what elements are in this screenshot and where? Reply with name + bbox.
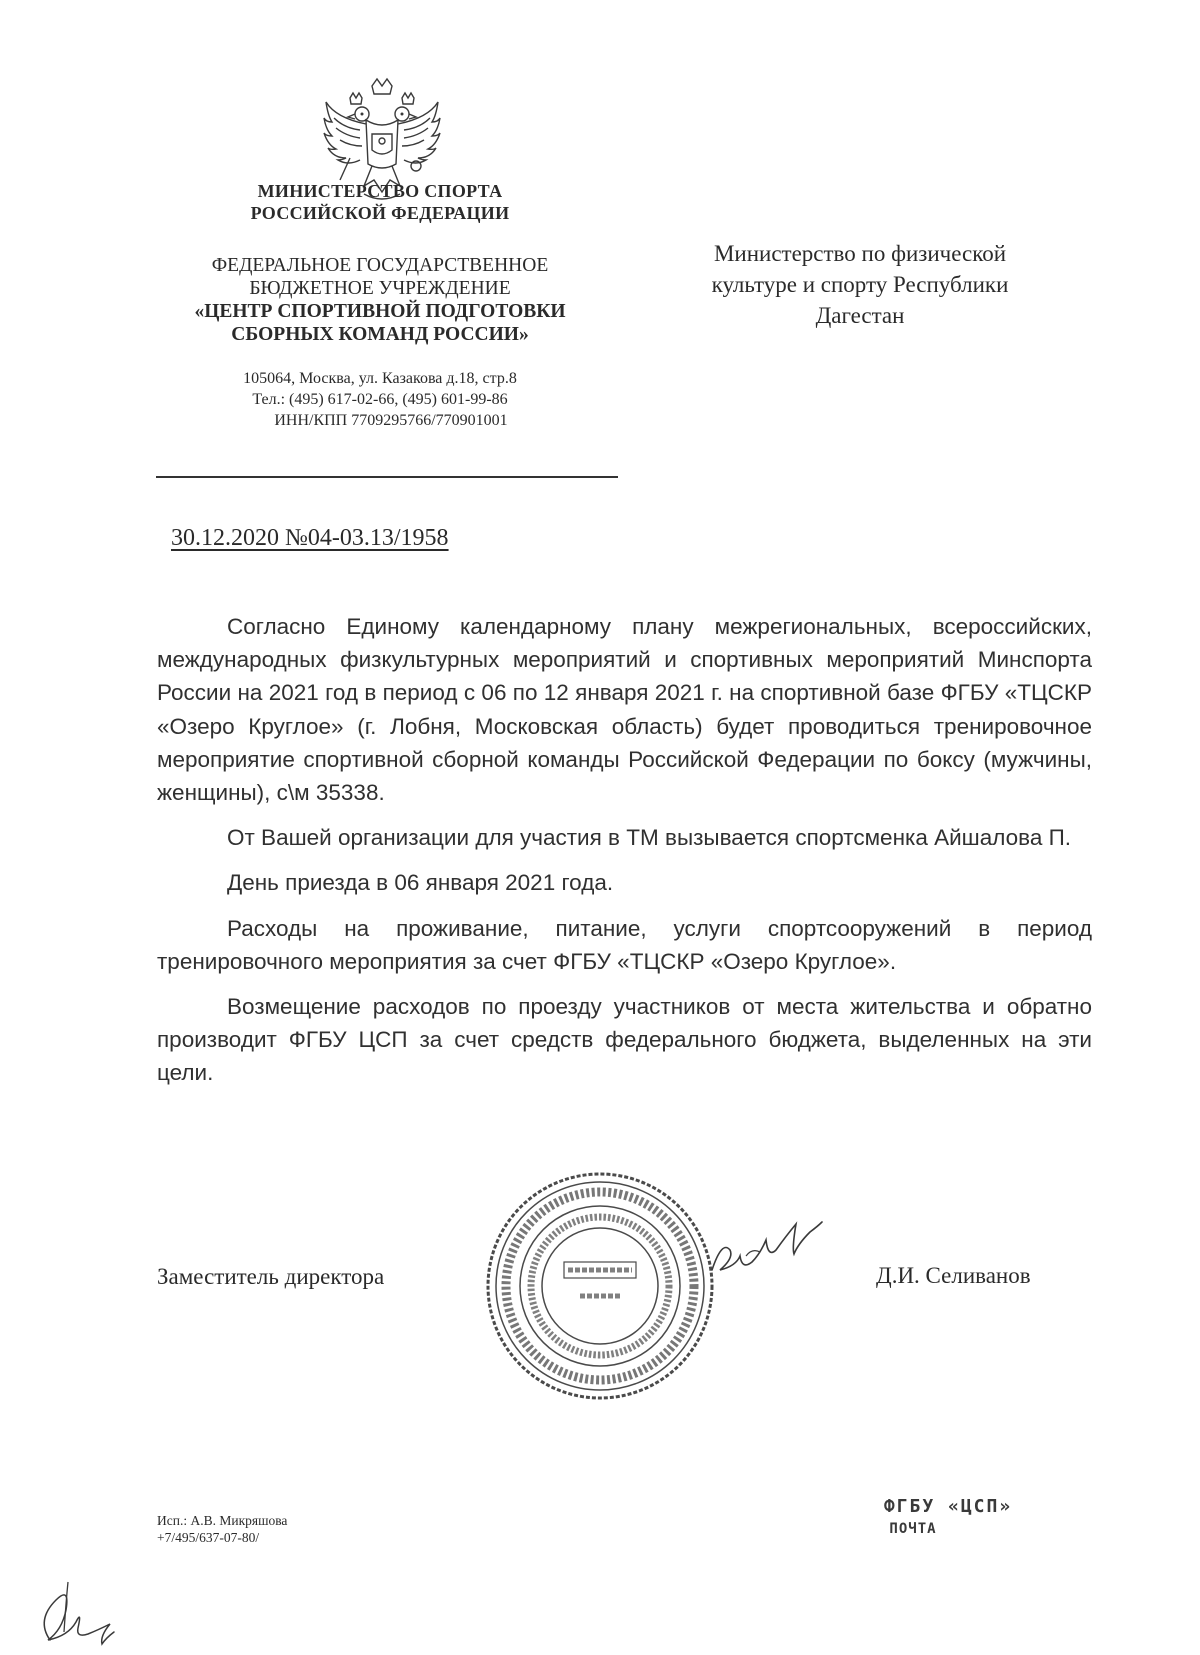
executor-name: Исп.: А.В. Микряшова	[157, 1513, 288, 1528]
institution-line-2: БЮДЖЕТНОЕ УЧРЕЖДЕНИЕ	[249, 278, 511, 299]
contact-details	[140, 368, 620, 431]
signatory-name: Д.И. Селиванов	[876, 1263, 1031, 1288]
recipient-line-3: Дагестан	[815, 303, 905, 328]
recipient-line-2: культуре и спорту Республики	[711, 272, 1009, 297]
phone: Тел.: (495) 617-02-66, (495) 601-99-86	[252, 391, 508, 408]
paragraph: Согласно Единому календарному плану межрегиональных, всероссийских, международных физкультурных мероприятий и спортивных мероприятий Минспорта России на 2021 год в период с 06 по 12 января 2021 г. на спортивной базе ФГБУ «ТЦСКР «Озеро Круглое» (г. Лобня, Московская область) будет проводиться тренировочное мероприятие спортивной сборной команды Российской Федерации по боксу (мужчины, женщины), с\м 35338.	[157, 614, 1092, 806]
paragraph: День приезда в 06 января 2021 года.	[227, 870, 614, 896]
mail-stamp-org: ФГБУ «ЦСП»	[883, 1496, 1013, 1517]
ministry-line-1: МИНИСТЕРСТВО СПОРТА	[257, 181, 503, 201]
executor-phone: +7/495/637-07-80/	[157, 1530, 260, 1545]
paragraph: Расходы на проживание, питание, услуги спортсооружений в период тренировочного мероприятия за счет ФГБУ «ТЦСКР «Озеро Круглое».	[157, 915, 1092, 974]
recipient-line-1: Министерство по физической	[713, 241, 1007, 266]
address: 105064, Москва, ул. Казакова д.18, стр.8	[243, 370, 517, 387]
mail-stamp	[858, 1496, 1038, 1537]
ministry-name	[140, 180, 620, 224]
letterhead	[140, 180, 620, 431]
mail-stamp-label: ПОЧТА	[889, 1521, 937, 1537]
handwritten-initials-icon	[20, 1560, 140, 1650]
signatory-title: Заместитель директора	[157, 1264, 385, 1289]
institution-line-1: ФЕДЕРАЛЬНОЕ ГОСУДАРСТВЕННОЕ	[211, 255, 549, 276]
executor-info	[157, 1512, 287, 1546]
institution-line-4: СБОРНЫХ КОМАНД РОССИИ»	[231, 324, 529, 345]
document-reference: 30.12.2020 №04-03.13/1958	[171, 525, 449, 551]
letterhead-divider	[156, 476, 618, 478]
recipient-block	[670, 238, 1050, 331]
handwritten-signature-icon	[706, 1216, 846, 1296]
letter-body	[157, 610, 1092, 1102]
institution-name	[140, 254, 620, 346]
paragraph: От Вашей организации для участия в ТМ вызывается спортсменка Айшалова П.	[227, 825, 1072, 851]
institution-line-3: «ЦЕНТР СПОРТИВНОЙ ПОДГОТОВКИ	[194, 301, 566, 322]
paragraph: Возмещение расходов по проезду участников от места жительства и обратно производит ФГБУ ЦСП за счет средств федерального бюджета, выделенных на эти цели.	[157, 994, 1092, 1086]
official-seal-icon	[484, 1170, 716, 1402]
ministry-line-2: РОССИЙСКОЙ ФЕДЕРАЦИИ	[250, 203, 510, 223]
tax-ids: ИНН/КПП 7709295766/770901001	[274, 412, 508, 429]
